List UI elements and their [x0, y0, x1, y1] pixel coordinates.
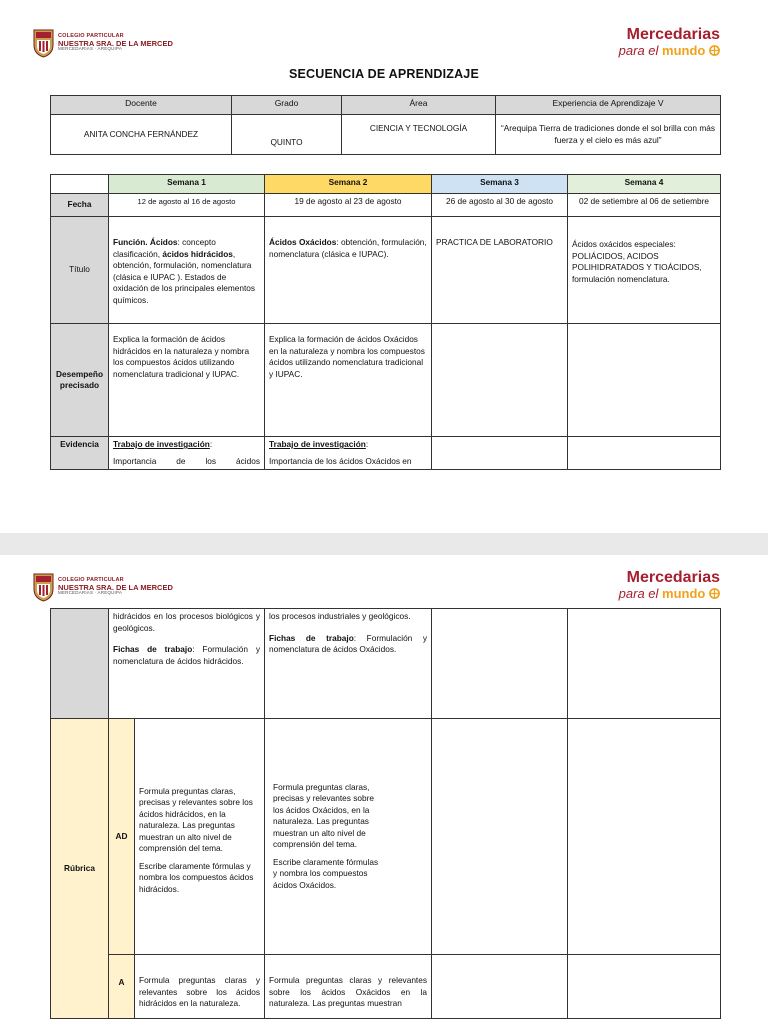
titulo-w2-bold: Ácidos Oxácidos [269, 237, 337, 247]
evidencia-label: Evidencia [51, 437, 109, 470]
week-1-header: Semana 1 [109, 175, 265, 194]
titulo-w1-bold2: ácidos hidrácidos [162, 248, 233, 259]
school-logo-2 [33, 572, 173, 602]
evidencia-label-cont [51, 609, 109, 719]
week-4-header: Semana 4 [568, 175, 721, 194]
rubrica-a-week-2: Formula preguntas claras y relevantes sobre los ácidos Oxácidos en la naturaleza. Las preguntas muestran [265, 955, 432, 1019]
week-2-header: Semana 2 [265, 175, 432, 194]
school-crest-icon [33, 28, 54, 58]
sequence-table [50, 174, 721, 470]
rubrica-ad-week-1 [135, 719, 265, 955]
rubrica-ad-w2-p1: Formula preguntas claras, precisas y relevantes sobre los ácidos Oxácidos, en la naturaleza. Las preguntas muestran un alto nivel de comprensión del tema. [273, 781, 375, 850]
brand-logo-2 [619, 569, 720, 601]
rubrica-ad-w1-p2: Escribe claramente fórmulas y nombra los compuestos ácidos hidrácidos. [139, 860, 254, 894]
evidencia-week-4 [568, 437, 721, 470]
brand-line1: Mercedarias [626, 26, 720, 43]
sequence-table-continued [50, 608, 721, 1019]
fecha-week-3: 26 de agosto al 30 de agosto [432, 194, 568, 217]
brand-para-2: para el [618, 586, 663, 601]
school-line3-2: MERCEDARIAS · AREQUIPA [58, 590, 123, 596]
info-header-area: Área [342, 96, 496, 115]
evidencia-week-2-cont [265, 609, 432, 719]
titulo-week-4: Ácidos oxácidos especiales: POLIÁCIDOS, ACIDOS POLIHIDRATADOS Y TIOÁCIDOS, formulación nomenclatura. [568, 217, 721, 324]
info-area: CIENCIA Y TECNOLOGÍA [342, 115, 496, 155]
desempeno-week-1: Explica la formación de ácidos hidrácidos en la naturaleza y nombra los compuestos ácidos utilizando nomenclatura tradicional y IUPAC. [109, 324, 265, 437]
school-line1: COLEGIO PARTICULAR [58, 32, 124, 39]
school-logo [33, 28, 173, 58]
rubrica-a-week-1: Formula preguntas claras y relevantes sobre los ácidos hidrácidos en la naturaleza. [135, 955, 265, 1019]
rubrica-ad-w2-p2: Escribe claramente fórmulas y nombra los compuestos ácidos Oxácidos. [273, 856, 379, 890]
brand-para: para el [618, 43, 663, 58]
evidencia-w2-part2: los procesos industriales y geológicos. [269, 611, 411, 621]
rubrica-a-week-4 [568, 955, 721, 1019]
evidencia-week-3 [432, 437, 568, 470]
titulo-w2-text: : obtención, formulación, nomenclatura (clásica e IUPAC). [269, 237, 427, 259]
rubrica-ad-w1-p1: Formula preguntas claras, precisas y relevantes sobre los ácidos hidrácidos, en la naturaleza. Las preguntas muestran un alto nivel de comprensión del tema. [139, 785, 253, 854]
school-line1-2: COLEGIO PARTICULAR [58, 576, 124, 583]
evidencia-week-4-cont [568, 609, 721, 719]
level-a-label: A [109, 955, 135, 1019]
globe-icon [709, 45, 720, 56]
evidencia-week-3-cont [432, 609, 568, 719]
evidencia-w2-heading: Trabajo de investigación [269, 439, 366, 449]
evidencia-w2-part1: Importancia de los ácidos Oxácidos en [269, 455, 412, 466]
titulo-week-3: PRACTICA DE LABORATORIO [432, 217, 568, 324]
titulo-week-1 [109, 217, 265, 324]
fecha-week-4: 02 de setiembre al 06 de setiembre [568, 194, 721, 217]
level-ad-label: AD [109, 719, 135, 955]
brand-mundo-2: mundo [662, 586, 706, 601]
rubrica-ad-week-2 [265, 719, 432, 955]
desempeno-week-2: Explica la formación de ácidos Oxácidos en la naturaleza y nombra los compuestos ácidos utilizando nomenclatura tradicional y IUPAC. [265, 324, 432, 437]
titulo-week-2 [265, 217, 432, 324]
evidencia-week-1: Trabajo de investigación: Importancia de los ácidos [109, 437, 265, 470]
info-grado: QUINTO [232, 115, 342, 155]
info-table [50, 95, 721, 155]
desempeno-week-4 [568, 324, 721, 437]
desempeno-label: Desempeño precisado [51, 324, 109, 437]
fecha-week-2: 19 de agosto al 23 de agosto [265, 194, 432, 217]
info-docente: ANITA CONCHA FERNÁNDEZ [51, 115, 232, 155]
page-title: SECUENCIA DE APRENDIZAJE [288, 67, 479, 81]
titulo-w1-text1: : concepto clasificación, [113, 237, 216, 259]
school-crest-icon [33, 572, 54, 602]
info-header-experiencia: Experiencia de Aprendizaje V [496, 96, 721, 115]
titulo-w1-bold1: Función. Ácidos [113, 237, 178, 247]
fichas-w2-label: Fichas de trabajo [269, 632, 354, 643]
rubrica-ad-week-4 [568, 719, 721, 955]
school-line2: NUESTRA SRA. DE LA MERCED [58, 38, 173, 48]
evidencia-week-2: Trabajo de investigación: Importancia de los ácidos Oxácidos en [265, 437, 432, 470]
desempeno-week-3 [432, 324, 568, 437]
evidencia-week-1-cont [109, 609, 265, 719]
titulo-label: Título [51, 217, 109, 324]
fichas-w1-label: Fichas de trabajo [113, 644, 193, 654]
school-line2-2: NUESTRA SRA. DE LA MERCED [58, 582, 173, 592]
corner-cell [51, 175, 109, 194]
info-header-grado: Grado [232, 96, 342, 115]
rubrica-a-week-3 [432, 955, 568, 1019]
fecha-label: Fecha [51, 194, 109, 217]
globe-icon [709, 588, 720, 599]
brand-mundo: mundo [662, 43, 706, 58]
page-2 [0, 555, 768, 1024]
evidencia-w1-part1: Importancia de los ácidos [113, 455, 260, 466]
fecha-week-1: 12 de agosto al 16 de agosto [109, 194, 265, 217]
week-3-header: Semana 3 [432, 175, 568, 194]
rubrica-ad-week-3 [432, 719, 568, 955]
titulo-w1-text2: , obtención, formulación, nomenclatura (clásica e IUPAC ). Estados de oxidación de los principales elementos químicos. [113, 248, 256, 305]
fichas-w1-text: : Formulación y nomenclatura de ácidos hidrácidos. [113, 644, 261, 666]
evidencia-w1-part2: hidrácidos en los procesos biológicos y geológicos. [113, 611, 261, 633]
evidencia-w1-heading: Trabajo de investigación [113, 439, 210, 449]
brand-logo [619, 26, 720, 58]
rubrica-label: Rúbrica [51, 719, 109, 1019]
info-header-docente: Docente [51, 96, 232, 115]
info-experiencia: “Arequipa Tierra de tradiciones donde el sol brilla con más fuerza y el cielo es más azul” [496, 115, 721, 155]
fichas-w2-text: : Formulación y nomenclatura de ácidos Oxácidos. [269, 632, 428, 654]
brand-line1-2: Mercedarias [626, 569, 720, 586]
school-line3: MERCEDARIAS · AREQUIPA [58, 46, 123, 52]
